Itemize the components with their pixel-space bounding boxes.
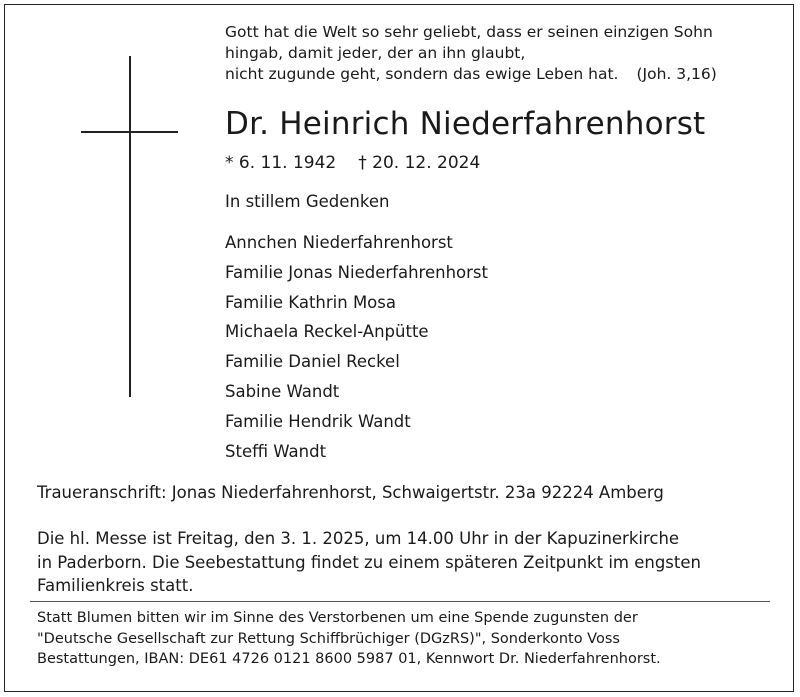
mourner-item: Familie Daniel Reckel	[225, 352, 400, 372]
verse-line: Gott hat die Welt so sehr geliebt, dass er seinen einzigen Sohn	[225, 23, 713, 41]
mass-line: Familienkreis statt.	[37, 576, 194, 595]
verse-reference: (Joh. 3,16)	[636, 65, 717, 83]
donation-line: "Deutsche Gesellschaft zur Rettung Schiffbrüchiger (DGzRS)", Sonderkonto Voss	[37, 630, 620, 647]
mourner-item: Familie Hendrik Wandt	[225, 411, 411, 431]
death-date: † 20. 12. 2024	[358, 153, 481, 173]
mass-line: Die hl. Messe ist Freitag, den 3. 1. 2025, um 14.00 Uhr in der Kapuzinerkirche	[37, 529, 680, 548]
verse-line: hingab, damit jeder, der an ihn glaubt,	[225, 44, 526, 62]
mourner-item: Sabine Wandt	[225, 381, 340, 401]
donation-request	[37, 608, 777, 670]
verse-line	[225, 64, 765, 85]
mourner-item: Annchen Niederfahrenhorst	[225, 233, 453, 252]
mourners-list	[225, 228, 488, 466]
life-dates	[225, 153, 480, 173]
cross-icon	[129, 56, 131, 397]
mourning-address: Traueranschrift: Jonas Niederfahrenhorst, Schwaigertstr. 23a 92224 Amberg	[37, 483, 664, 502]
mass-announcement	[37, 527, 777, 598]
section-divider	[30, 601, 770, 602]
verse-line-text: nicht zugunde geht, sondern das ewige Leben hat.	[225, 65, 619, 83]
donation-line: Statt Blumen bitten wir im Sinne des Verstorbenen um eine Spende zugunsten der	[37, 610, 638, 626]
memory-heading: In stillem Gedenken	[225, 192, 390, 211]
birth-date: * 6. 11. 1942	[225, 153, 337, 173]
mourner-item: Michaela Reckel-Anpütte	[225, 322, 429, 342]
bible-verse	[225, 22, 765, 85]
cross-icon-bar	[81, 131, 178, 133]
mourner-item: Steffi Wandt	[225, 441, 327, 461]
mass-line: in Paderborn. Die Seebestattung findet zu einem späteren Zeitpunkt im engsten	[37, 552, 701, 572]
deceased-name: Dr. Heinrich Niederfahrenhorst	[225, 106, 706, 142]
mourner-item: Familie Kathrin Mosa	[225, 292, 396, 312]
mourner-item: Familie Jonas Niederfahrenhorst	[225, 262, 488, 282]
donation-line: Bestattungen, IBAN: DE61 4726 0121 8600 5987 01, Kennwort Dr. Niederfahrenhorst.	[37, 651, 661, 667]
